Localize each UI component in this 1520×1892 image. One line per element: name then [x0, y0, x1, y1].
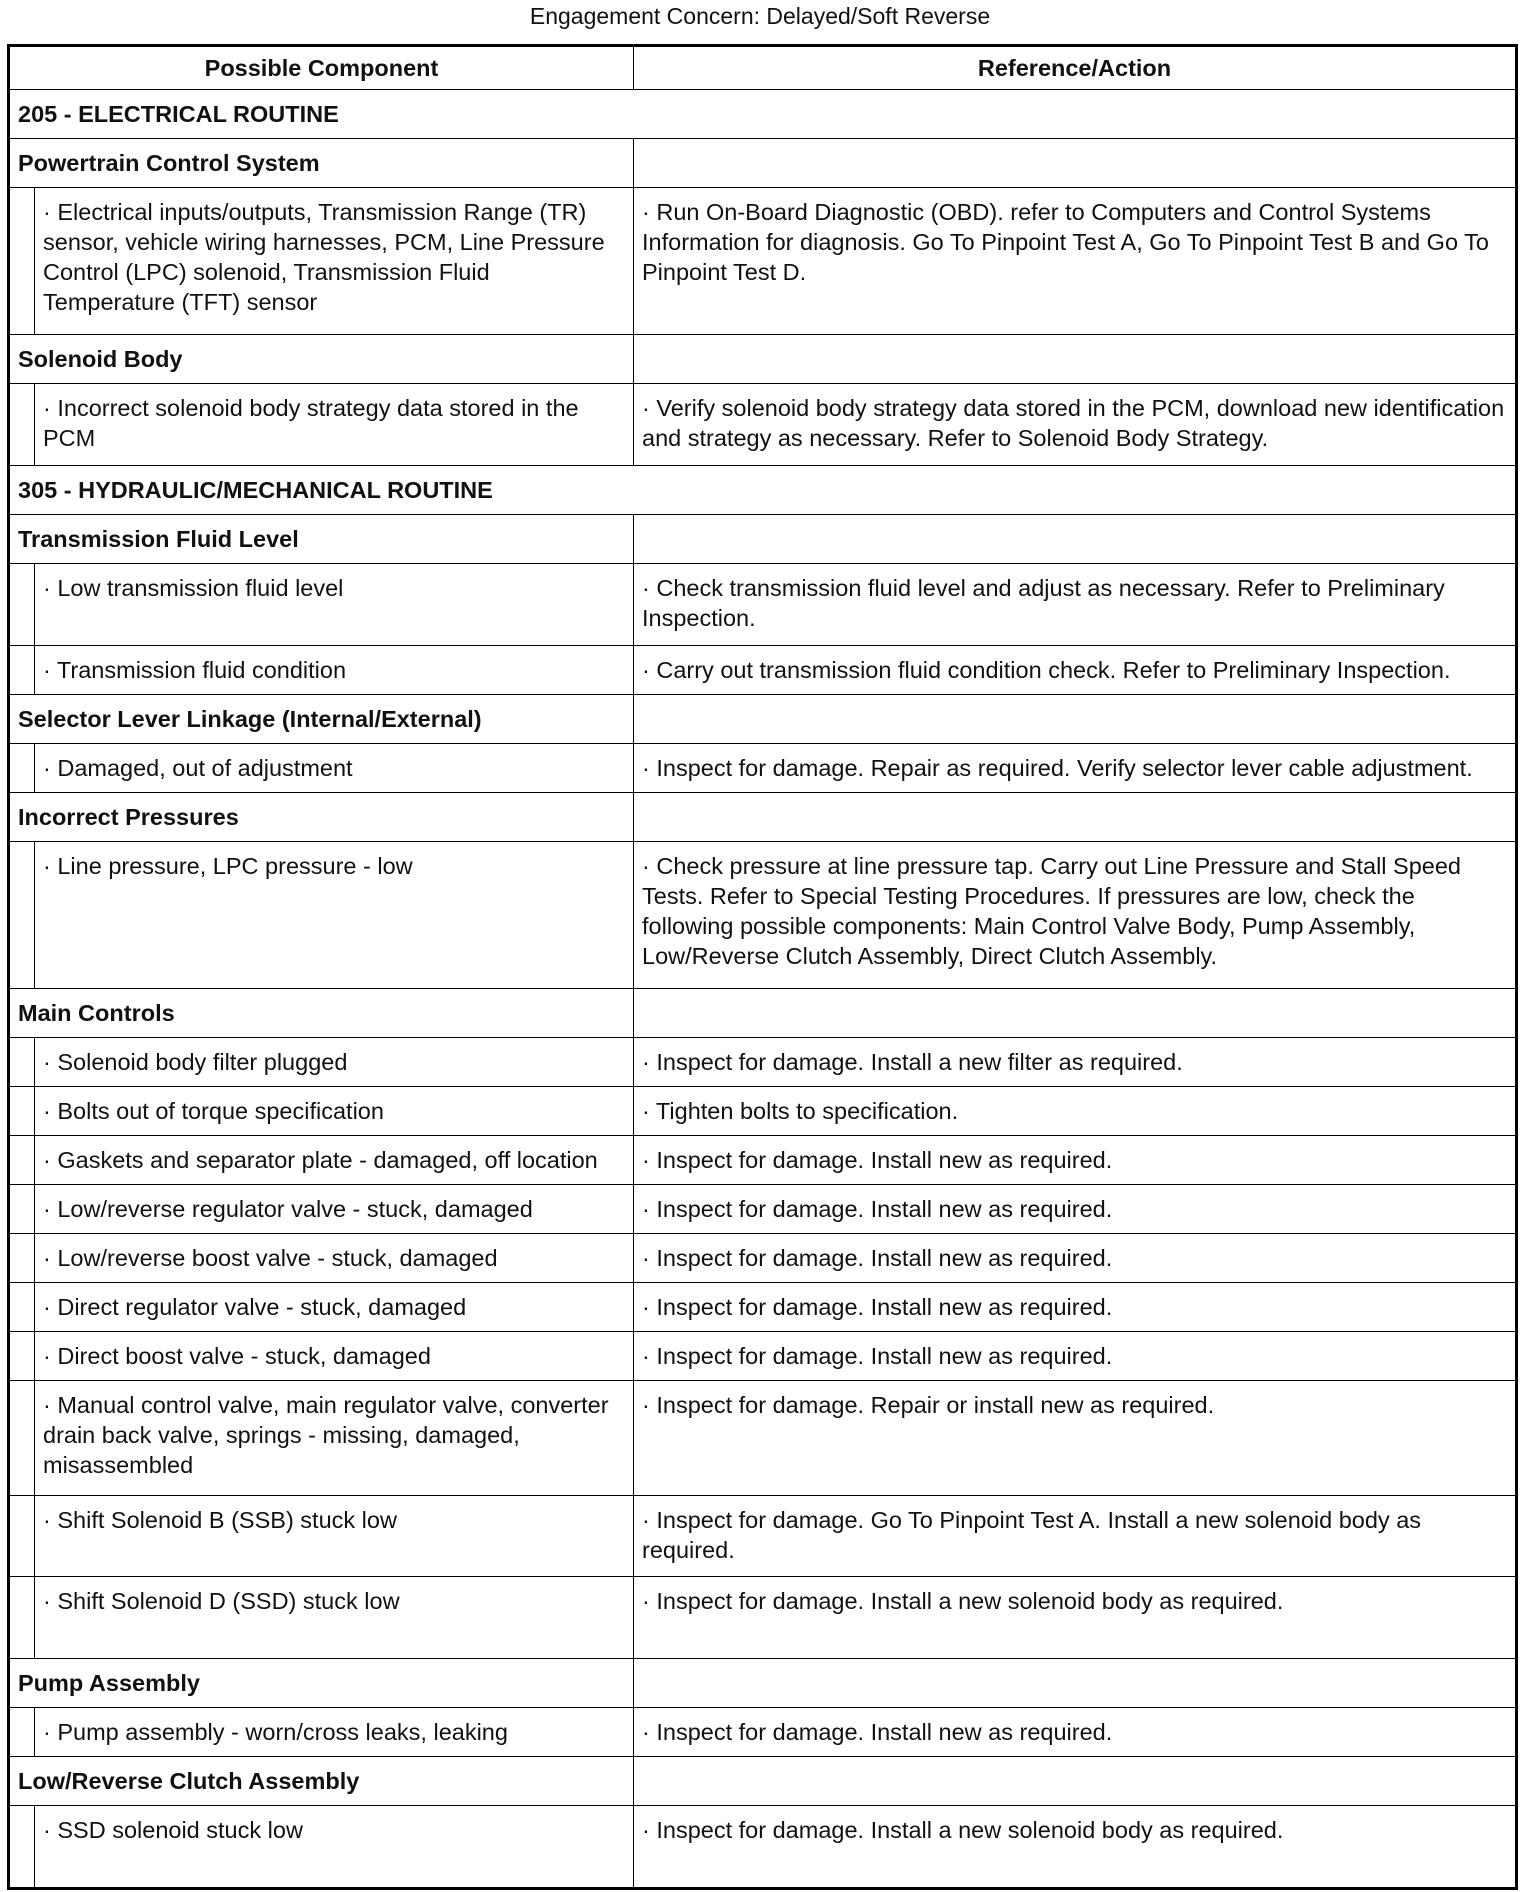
component-cell: · Manual control valve, main regulator valve, converter drain back valve, springs - missing, damaged, misassembled [35, 1381, 634, 1495]
component-cell: · Incorrect solenoid body strategy data stored in the PCM [35, 384, 634, 466]
action-cell: · Inspect for damage. Install new as required. [634, 1136, 1517, 1185]
group-row [9, 1659, 1517, 1708]
header-row [9, 46, 1517, 90]
group-row [9, 1757, 1517, 1806]
component-cell: · Low/reverse boost valve - stuck, damaged [35, 1234, 634, 1283]
group-heading: Main Controls [9, 988, 634, 1037]
indent-cell [9, 1495, 35, 1577]
group-empty-cell [634, 792, 1517, 841]
group-row [9, 694, 1517, 743]
table-row [9, 1495, 1517, 1577]
group-row [9, 792, 1517, 841]
component-cell: · Direct regulator valve - stuck, damaged [35, 1283, 634, 1332]
action-cell: · Inspect for damage. Repair or install new as required. [634, 1381, 1517, 1495]
action-cell: · Inspect for damage. Install a new solenoid body as required. [634, 1577, 1517, 1659]
table-row [9, 743, 1517, 792]
section-row [9, 465, 1517, 514]
group-empty-cell [634, 335, 1517, 384]
header-reference-action: Reference/Action [634, 46, 1517, 90]
indent-cell [9, 1381, 35, 1495]
table-row [9, 384, 1517, 466]
group-heading: Powertrain Control System [9, 139, 634, 188]
group-heading: Transmission Fluid Level [9, 514, 634, 563]
indent-cell [9, 1136, 35, 1185]
group-empty-cell [634, 694, 1517, 743]
table-row [9, 1283, 1517, 1332]
component-cell: · Solenoid body filter plugged [35, 1037, 634, 1086]
header-possible-component: Possible Component [9, 46, 634, 90]
group-empty-cell [634, 1659, 1517, 1708]
indent-cell [9, 1332, 35, 1381]
indent-cell [9, 384, 35, 466]
indent-cell [9, 1037, 35, 1086]
component-cell: · Low/reverse regulator valve - stuck, damaged [35, 1185, 634, 1234]
component-cell: · Shift Solenoid D (SSD) stuck low [35, 1577, 634, 1659]
action-cell: · Inspect for damage. Install new as required. [634, 1283, 1517, 1332]
action-cell: · Carry out transmission fluid condition check. Refer to Preliminary Inspection. [634, 645, 1517, 694]
group-empty-cell [634, 139, 1517, 188]
action-cell: · Inspect for damage. Install new as required. [634, 1708, 1517, 1757]
indent-cell [9, 841, 35, 988]
section-row [9, 90, 1517, 139]
table-row [9, 188, 1517, 335]
indent-cell [9, 563, 35, 645]
indent-cell [9, 1185, 35, 1234]
action-cell: · Inspect for damage. Install a new solenoid body as required. [634, 1806, 1517, 1889]
component-cell: · Line pressure, LPC pressure - low [35, 841, 634, 988]
action-cell: · Check pressure at line pressure tap. Carry out Line Pressure and Stall Speed Tests. Refer to Special Testing Procedures. If pressures are low, check the following possible components: Main Control Valve Body, Pump Assembly, Low/Reverse Clutch Assembly, Direct Clutch Assembly. [634, 841, 1517, 988]
action-cell: · Inspect for damage. Repair as required. Verify selector lever cable adjustment. [634, 743, 1517, 792]
table-row [9, 563, 1517, 645]
table-row [9, 1185, 1517, 1234]
group-empty-cell [634, 988, 1517, 1037]
component-cell: · Damaged, out of adjustment [35, 743, 634, 792]
section-heading: 305 - HYDRAULIC/MECHANICAL ROUTINE [9, 465, 1517, 514]
group-row [9, 335, 1517, 384]
table-row [9, 645, 1517, 694]
component-cell: · Bolts out of torque specification [35, 1086, 634, 1135]
action-cell: · Inspect for damage. Install new as required. [634, 1185, 1517, 1234]
table-row [9, 1136, 1517, 1185]
table-row [9, 1806, 1517, 1889]
diagnosis-table [7, 44, 1518, 1890]
section-heading: 205 - ELECTRICAL ROUTINE [9, 90, 1517, 139]
group-heading: Incorrect Pressures [9, 792, 634, 841]
table-caption: Engagement Concern: Delayed/Soft Reverse [529, 3, 991, 29]
action-cell: · Check transmission fluid level and adjust as necessary. Refer to Preliminary Inspection. [634, 563, 1517, 645]
component-cell: · Transmission fluid condition [35, 645, 634, 694]
indent-cell [9, 1234, 35, 1283]
indent-cell [9, 1283, 35, 1332]
action-cell: · Inspect for damage. Install new as required. [634, 1234, 1517, 1283]
component-cell: · Direct boost valve - stuck, damaged [35, 1332, 634, 1381]
group-heading: Selector Lever Linkage (Internal/External) [9, 694, 634, 743]
group-row [9, 988, 1517, 1037]
component-cell: · SSD solenoid stuck low [35, 1806, 634, 1889]
group-heading: Low/Reverse Clutch Assembly [9, 1757, 634, 1806]
indent-cell [9, 645, 35, 694]
table-row [9, 841, 1517, 988]
component-cell: · Gaskets and separator plate - damaged, off location [35, 1136, 634, 1185]
group-row [9, 514, 1517, 563]
action-cell: · Tighten bolts to specification. [634, 1086, 1517, 1135]
action-cell: · Inspect for damage. Go To Pinpoint Test A. Install a new solenoid body as required. [634, 1495, 1517, 1577]
table-row [9, 1708, 1517, 1757]
indent-cell [9, 1086, 35, 1135]
table-row [9, 1086, 1517, 1135]
group-heading: Pump Assembly [9, 1659, 634, 1708]
table-row [9, 1577, 1517, 1659]
component-cell: · Pump assembly - worn/cross leaks, leaking [35, 1708, 634, 1757]
indent-cell [9, 1806, 35, 1889]
table-row [9, 1234, 1517, 1283]
group-row [9, 139, 1517, 188]
component-cell: · Low transmission fluid level [35, 563, 634, 645]
component-cell: · Shift Solenoid B (SSB) stuck low [35, 1495, 634, 1577]
group-empty-cell [634, 514, 1517, 563]
component-cell: · Electrical inputs/outputs, Transmission Range (TR) sensor, vehicle wiring harnesses, PCM, Line Pressure Control (LPC) solenoid, Transmission Fluid Temperature (TFT) sensor [35, 188, 634, 335]
table-row [9, 1037, 1517, 1086]
group-heading: Solenoid Body [9, 335, 634, 384]
table-row [9, 1381, 1517, 1495]
action-cell: · Run On-Board Diagnostic (OBD). refer to Computers and Control Systems Information for diagnosis. Go To Pinpoint Test A, Go To Pinpoint Test B and Go To Pinpoint Test D. [634, 188, 1517, 335]
action-cell: · Inspect for damage. Install new as required. [634, 1332, 1517, 1381]
indent-cell [9, 743, 35, 792]
action-cell: · Verify solenoid body strategy data stored in the PCM, download new identification and strategy as necessary. Refer to Solenoid Body Strategy. [634, 384, 1517, 466]
table-body [9, 90, 1517, 1889]
indent-cell [9, 1577, 35, 1659]
indent-cell [9, 188, 35, 335]
action-cell: · Inspect for damage. Install a new filter as required. [634, 1037, 1517, 1086]
indent-cell [9, 1708, 35, 1757]
group-empty-cell [634, 1757, 1517, 1806]
table-row [9, 1332, 1517, 1381]
